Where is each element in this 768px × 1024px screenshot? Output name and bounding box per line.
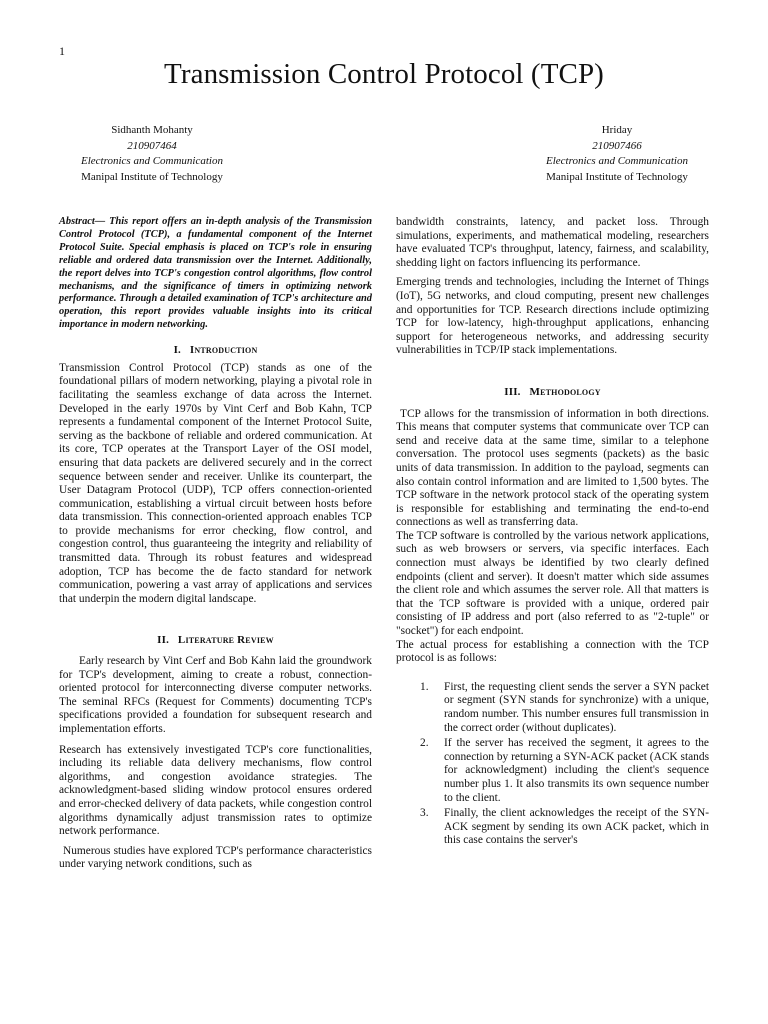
author-block-1 [57, 123, 247, 185]
list-item [396, 807, 709, 848]
abstract [59, 216, 372, 332]
introduction-paragraph: Transmission Control Protocol (TCP) stands as one of the foundational pillars of modern networking, playing a pivotal role in facilitating the seamless exchange of data across the Internet. Developed in the early 1970s by Vint Cerf and Bob Kahn, TCP represents a fundamental component of the Internet Protocol Suite, serving as the backbone of reliable and ordered communication. At its core, TCP operates at the Transport Layer of the OSI model, ensuring that data packets are delivered securely and in the correct sequence between sender and receiver. Unlike its counterpart, the User Datagram Protocol (UDP), TCP offers connection-oriented communication, establishing a virtual circuit between hosts before data transmission. This connection-oriented approach enables TCP to provide mechanisms for error checking, flow control, and congestion control, thus guaranteeing the integrity and reliability of transmitted data. Through its robust features and widespread adoption, TCP has become the de facto standard for network communication, powering a vast array of applications and services that underpin the modern digital landscape. [59, 361, 372, 605]
list-item [396, 681, 709, 735]
paper-title: Transmission Control Protocol (TCP) [164, 58, 604, 90]
author-institution: Manipal Institute of Technology [546, 170, 688, 183]
section-heading-methodology [396, 386, 709, 400]
list-number: 2. [420, 737, 429, 750]
author-dept: Electronics and Communication [81, 155, 223, 168]
methodology-paragraph-2: The TCP software is controlled by the various network applications, such as web browsers or servers, via specific interfaces. Each connection must always be identified by two clearly defined endpoints (client and server). It doesn't matter which side assumes the client role and which assumes the server role. All that matters is that the TCP software is provided with a unique, ordered pair consisting of IP address and port (also referred to as "2-tuple" or "socket") for each endpoint. [396, 529, 709, 638]
right-column [396, 216, 709, 848]
literature-paragraph-2: Research has extensively investigated TCP's core functionalities, including its reliable data delivery mechanisms, flow control algorithms, and congestion avoidance strategies. The acknowledgment-based sliding window protocol ensures ordered and error-checked delivery of data packets, while congestion control algorithms dynamically adjust transmission rates to optimize network performance. [59, 743, 372, 838]
left-column [59, 216, 372, 872]
author-name: Sidhanth Mohanty [111, 124, 193, 136]
list-number: 1. [420, 680, 429, 693]
section-heading-literature-review [59, 634, 372, 648]
author-id: 210907464 [127, 139, 177, 152]
literature-paragraph-3: Numerous studies have explored TCP's performance characteristics under varying network conditions, such as [59, 844, 372, 871]
author-dept: Electronics and Communication [546, 155, 688, 168]
author-id: 210907466 [592, 139, 642, 152]
methodology-paragraph-1: TCP allows for the transmission of information in both directions. This means that computer systems that communicate over TCP can send and receive data at the same time, similar to a telephone conversation. The protocol uses segments (packets) as the basic units of data transmission. In addition to the payload, segments can also contain control information and are limited to 1,500 bytes. The TCP software in the network protocol stack of the operating system is responsible for establishing and terminating the end-to-end connections as well as transferring data. [396, 407, 709, 529]
section-title: Introduction [189, 344, 258, 357]
literature-paragraph-4: Emerging trends and technologies, including the Internet of Things (IoT), 5G networks, and cloud computing, present new challenges and opportunities for TCP. Research directions include optimizing TCP for low-latency, high-throughput applications, enhancing support for heterogeneous networks, and addressing security vulnerabilities in TCP/IP stack implementations. [396, 276, 709, 357]
section-number: III. [504, 385, 521, 398]
list-text: Finally, the client acknowledges the receipt of the SYN-ACK segment by sending its own ACK packet, which in this case contains the server's [444, 807, 709, 847]
author-block-2 [522, 123, 712, 185]
author-institution: Manipal Institute of Technology [81, 170, 223, 183]
section-title: Literature Review [177, 634, 274, 647]
methodology-paragraph-3: The actual process for establishing a connection with the TCP protocol is as follows: [396, 638, 709, 665]
list-item [396, 737, 709, 805]
section-number: I. [173, 344, 181, 357]
handshake-steps [396, 681, 709, 848]
list-text: If the server has received the segment, it agrees to the connection by returning a SYN-ACK packet (ACK stands for acknowledgment) including the client's sequence number plus 1. It also transmits its own sequence number to the client. [444, 737, 709, 804]
literature-paragraph-3-continued: bandwidth constraints, latency, and packet loss. Through simulations, experiments, and mathematical modeling, researchers have evaluated TCP's throughput, latency, fairness, and scalability, shedding light on factors influencing its performance. [396, 216, 709, 269]
section-heading-introduction [59, 344, 372, 358]
list-number: 3. [420, 807, 429, 820]
section-title: Methodology [529, 385, 601, 398]
section-number: II. [157, 634, 170, 647]
list-text: First, the requesting client sends the server a SYN packet or segment (SYN stands for synchronize) with a unique, random number. This number ensures full transmission in the correct order (without duplicates). [444, 680, 709, 734]
literature-paragraph-1: Early research by Vint Cerf and Bob Kahn laid the groundwork for TCP's development, aiming to create a robust, connection-oriented protocol for interconnecting diverse computer networks. The seminal RFCs (Request for Comments) documenting TCP's specifications provided a foundation for subsequent research and implementation efforts. [59, 655, 372, 735]
author-name: Hriday [601, 124, 633, 136]
abstract-lead: Abstract— [59, 216, 106, 227]
page-number: 1 [59, 44, 65, 58]
abstract-text: This report offers an in-depth analysis of the Transmission Control Protocol (TCP), a fundamental component of the Internet Protocol Suite. Special emphasis is placed on TCP's role in ensuring reliable and ordered data transmission over the Internet. Additionally, the report delves into TCP's congestion control algorithms, flow control mechanisms, and the significance of timers in optimizing network performance. Through a detailed examination of TCP's architecture and operation, this report provides valuable insights into its critical importance in modern networking. [59, 216, 372, 331]
